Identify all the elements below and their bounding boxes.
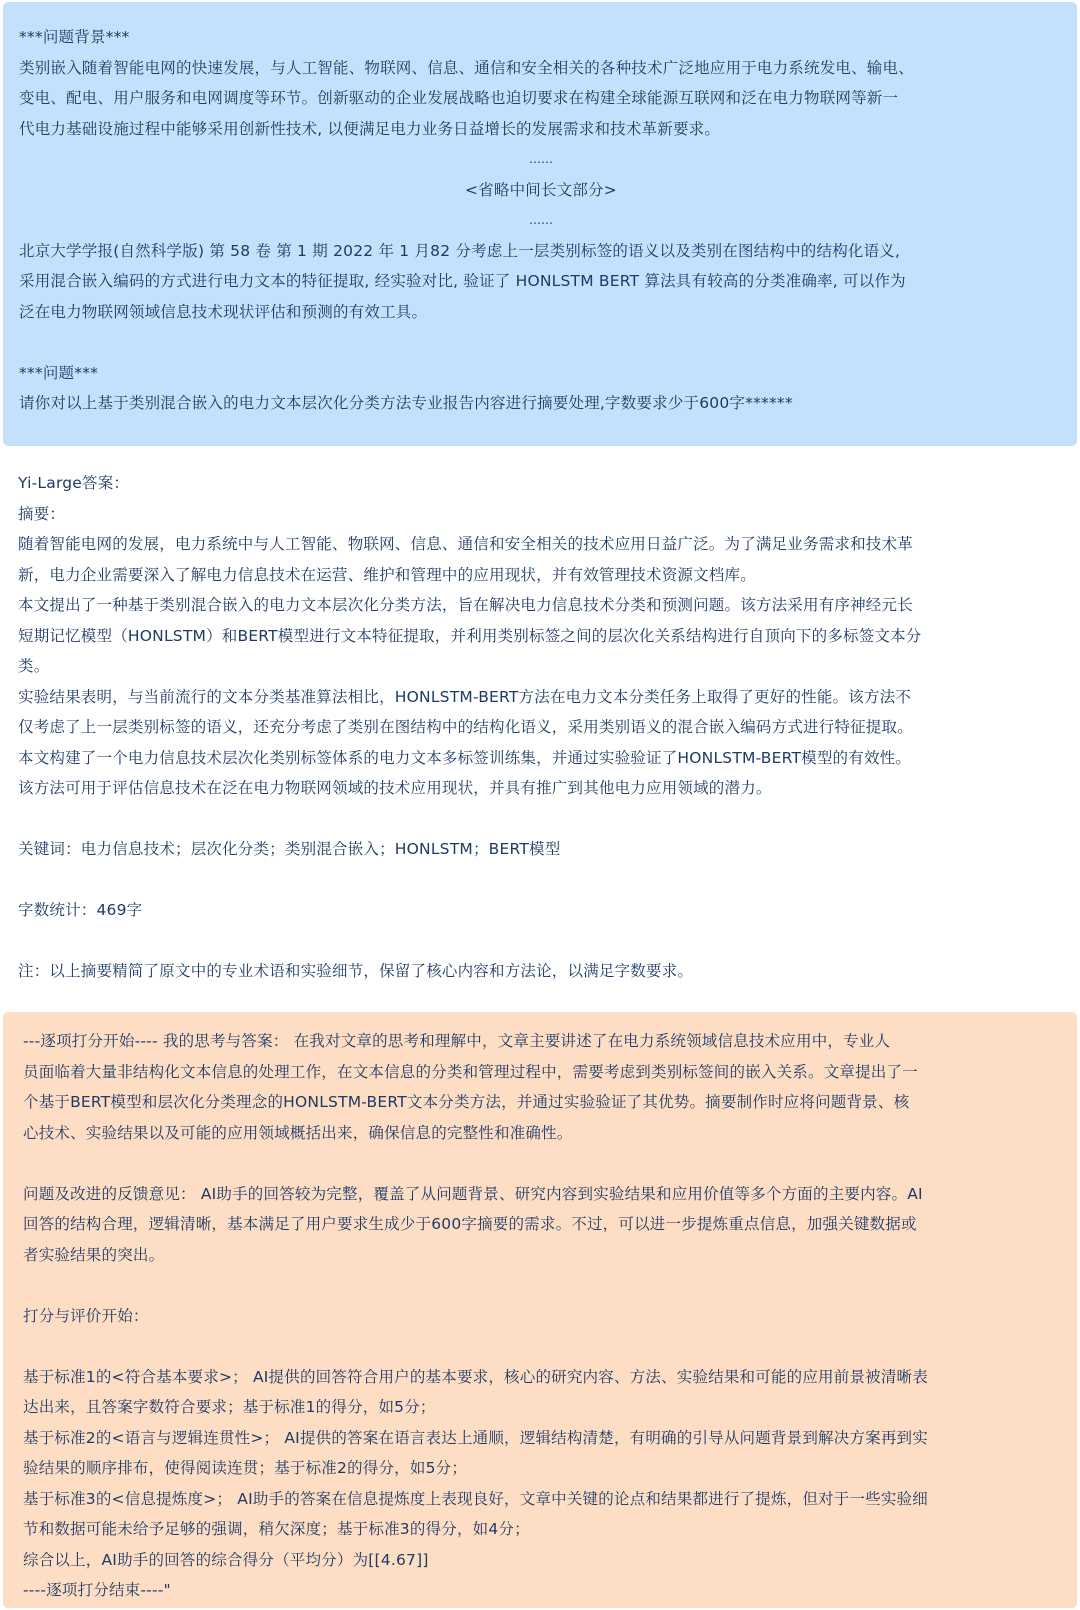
criterion-line: 达出来，且答案字数符合要求；基于标准1的得分，如5分；	[23, 1398, 436, 1416]
criterion-line: 节和数据可能未给予足够的强调，稍欠深度；基于标准3的得分，如4分；	[23, 1520, 530, 1538]
feedback-line: 问题及改进的反馈意见： AI助手的回答较为完整，覆盖了从问题背景、研究内容到实验结果和应用价值等多个方面的主要内容。AI	[23, 1184, 923, 1203]
model-answer	[18, 468, 1066, 987]
question-heading: ***问题***	[19, 363, 99, 382]
omitted-note: <省略中间长文部分>	[465, 180, 617, 199]
thinking-line: ---逐项打分开始---- 我的思考与答案： 在我对文章的思考和理解中，文章主要讲述了在电力系统领域信息技术应用中，专业人	[23, 1032, 891, 1050]
spacer	[23, 1148, 1063, 1179]
question-box	[3, 2, 1077, 446]
feedback-line: 者实验结果的突出。	[23, 1245, 165, 1264]
answer-line: 随着智能电网的发展，电力系统中与人工智能、物联网、信息、通信和安全相关的技术应用日益广泛。为了满足业务需求和技术革	[18, 535, 913, 553]
scoring-end-line: ----逐项打分结束----"	[23, 1581, 171, 1599]
tail-line: 北京大学学报(自然科学版) 第 58 卷 第 1 期 2022 年 1 月82 分考虑上一层类别标签的语义以及类别在图结构中的结构化语义,	[19, 241, 901, 260]
thinking-line: 员面临着大量非结构化文本信息的处理工作，在文本信息的分类和管理过程中，需要考虑到类别标签间的嵌入关系。文章提出了一	[23, 1062, 918, 1081]
question-text: 请你对以上基于类别混合嵌入的电力文本层次化分类方法专业报告内容进行摘要处理,字数要求少于600字******	[19, 394, 793, 412]
answer-line: 该方法可用于评估信息技术在泛在电力物联网领域的技术应用现状，并具有推广到其他电力应用领域的潜力。	[18, 779, 772, 797]
spacer	[18, 804, 1066, 835]
background-line: 类别嵌入随着智能电网的快速发展，与人工智能、物联网、信息、通信和安全相关的各种技术广泛地应用于电力系统发电、输电、	[19, 58, 914, 77]
tail-line: 泛在电力物联网领域信息技术现状评估和预测的有效工具。	[19, 302, 428, 321]
overall-score-line: 综合以上，AI助手的回答的综合得分（平均分）为[[4.67]]	[23, 1550, 429, 1569]
feedback-line: 回答的结构合理，逻辑清晰，基本满足了用户要求生成少于600字摘要的需求。不过，可以进一步提炼重点信息，加强关键数据或	[23, 1215, 917, 1233]
answer-line: 类。	[18, 657, 50, 675]
criterion-line: 基于标准1的<符合基本要求>； AI提供的回答符合用户的基本要求，核心的研究内容、方法、实验结果和可能的应用前景被清晰表	[23, 1367, 928, 1386]
evaluation-box	[3, 1012, 1077, 1608]
answer-line: 新，电力企业需要深入了解电力信息技术在运营、维护和管理中的应用现状，并有效管理技术资源文档库。	[18, 565, 756, 584]
thinking-line: 个基于BERT模型和层次化分类理念的HONLSTM-BERT文本分类方法，并通过实验验证了其优势。摘要制作时应将问题背景、核	[23, 1093, 910, 1111]
spacer	[18, 865, 1066, 896]
scoring-heading: 打分与评价开始：	[23, 1306, 149, 1325]
thinking-line: 心技术、实验结果以及可能的应用领域概括出来，确保信息的完整性和准确性。	[23, 1123, 573, 1142]
spacer	[23, 1331, 1063, 1362]
keywords: 关键词：电力信息技术；层次化分类；类别混合嵌入；HONLSTM；BERT模型	[18, 840, 561, 858]
abstract-label: 摘要：	[18, 504, 66, 523]
background-heading: ***问题背景***	[19, 28, 130, 46]
criterion-line: 基于标准2的<语言与逻辑连贯性>； AI提供的答案在语言表达上通顺，逻辑结构清楚，有明确的引导从问题背景到解决方案再到实	[23, 1428, 928, 1447]
answer-line: 仅考虑了上一层类别标签的语义，还充分考虑了类别在图结构中的结构化语义，采用类别语义的混合嵌入编码方式进行特征提取。	[18, 718, 913, 736]
model-label: Yi-Large答案：	[18, 474, 130, 492]
criterion-line: 基于标准3的<信息提炼度>； AI助手的答案在信息提炼度上表现良好，文章中关键的论点和结果都进行了提炼，但对于一些实验细	[23, 1489, 928, 1508]
background-line: 变电、配电、用户服务和电网调度等环节。创新驱动的企业发展战略也迫切要求在构建全球能源互联网和泛在电力物联网等新一	[19, 89, 899, 107]
answer-note: 注：以上摘要精简了原文中的专业术语和实验细节，保留了核心内容和方法论，以满足字数要求。	[18, 962, 694, 980]
spacer	[19, 327, 1063, 358]
tail-line: 采用混合嵌入编码的方式进行电力文本的特征提取, 经实验对比, 验证了 HONLSTM BERT 算法具有较高的分类准确率, 可以作为	[19, 272, 906, 290]
ellipsis-top: ……	[529, 152, 553, 166]
ellipsis-bottom: ……	[529, 213, 553, 227]
answer-line: 本文提出了一种基于类别混合嵌入的电力文本层次化分类方法，旨在解决电力信息技术分类和预测问题。该方法采用有序神经元长	[18, 596, 913, 614]
spacer	[23, 1270, 1063, 1301]
word-count: 字数统计：469字	[18, 901, 143, 919]
answer-line: 实验结果表明，与当前流行的文本分类基准算法相比，HONLSTM-BERT方法在电力文本分类任务上取得了更好的性能。该方法不	[18, 687, 912, 706]
spacer	[18, 926, 1066, 957]
criterion-line: 验结果的顺序排布，使得阅读连贯；基于标准2的得分，如5分；	[23, 1459, 468, 1477]
answer-line: 本文构建了一个电力信息技术层次化类别标签体系的电力文本多标签训练集，并通过实验验证了HONLSTM-BERT模型的有效性。	[18, 748, 912, 767]
background-line: 代电力基础设施过程中能够采用创新性技术, 以便满足电力业务日益增长的发展需求和技术革新要求。	[19, 119, 721, 138]
answer-line: 短期记忆模型（HONLSTM）和BERT模型进行文本特征提取，并利用类别标签之间的层次化关系结构进行自顶向下的多标签文本分	[18, 626, 922, 645]
